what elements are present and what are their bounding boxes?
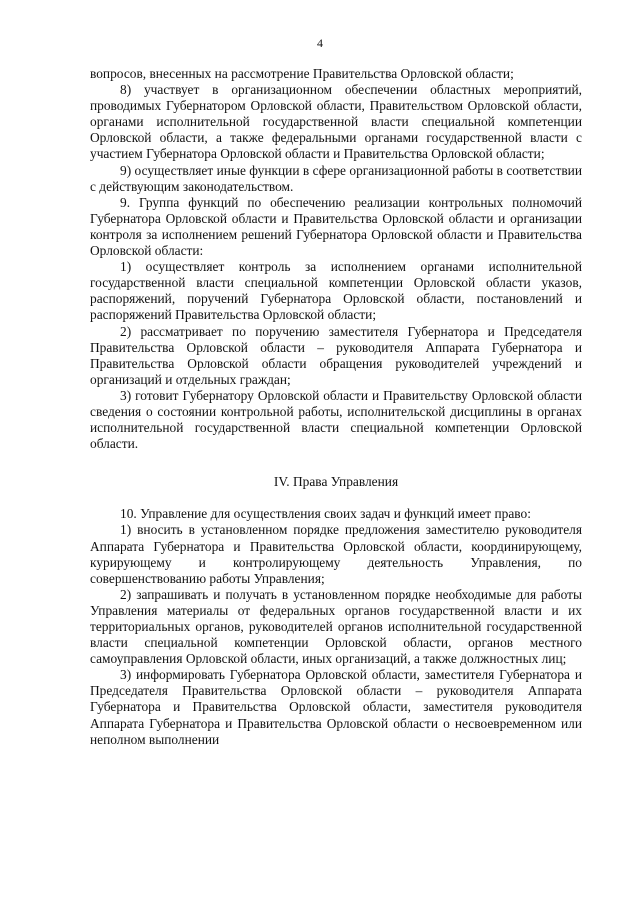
- paragraph-clause-10-item-1: 1) вносить в установленном порядке предложения заместителю руководителя Аппарата Губернатора и Правительства Орловской области, координирующему, курирующему и контролирующему деятельность Управления, по совершенствованию работы Управления;: [90, 522, 582, 586]
- paragraph-clause-10-item-3: 3) информировать Губернатора Орловской области, заместителя Губернатора и Председателя Правительства Орловской области – руководителя Аппарата Губернатора и Правительства Орловской области, заместителя руководителя Аппарата Губернатора и Правительства Орловской области о несвоевременном или неполном выполнении: [90, 667, 582, 747]
- paragraph-clause-9-item-3: 3) готовит Губернатору Орловской области и Правительству Орловской области сведения о состоянии контрольной работы, исполнительской дисциплины в органах исполнительной государственной власти специальной компетенции Орловской области.: [90, 387, 582, 452]
- section-heading: IV. Права Управления: [273, 474, 399, 490]
- document-body: [90, 66, 582, 748]
- paragraph-item-8: 8) участвует в организационном обеспечении областных мероприятий, проводимых Губернатором Орловской области, Правительством Орловской области, органами исполнительной государственной власти специальной компетенции Орловской области, а также федеральными органами государственной власти с участием Губернатора Орловской области и Правительства Орловской области;: [90, 82, 582, 162]
- paragraph-continuation: вопросов, внесенных на рассмотрение Правительства Орловской области;: [90, 66, 514, 81]
- paragraph-item-9-subitem: 9) осуществляет иные функции в сфере организационной работы в соответствии с действующим законодательством.: [90, 162, 582, 194]
- paragraph-clause-9: 9. Группа функций по обеспечению реализации контрольных полномочий Губернатора Орловской области и Правительства Орловской области и организации контроля за исполнением решений Губернатора Орловской области и Правительства Орловской области:: [90, 194, 582, 259]
- page-number: 4: [317, 36, 323, 50]
- paragraph-clause-9-item-1: 1) осуществляет контроль за исполнением органами исполнительной государственной власти специальной компетенции Орловской области указов, распоряжений, поручений Губернатора Орловской области, постановлений и распоряжений Правительства Орловской области;: [90, 259, 582, 323]
- paragraph-clause-10: 10. Управление для осуществления своих задач и функций имеет право:: [120, 506, 531, 522]
- paragraph-clause-10-item-2: 2) запрашивать и получать в установленном порядке необходимые для работы Управления материалы от федеральных органов государственной власти и их территориальных органов, руководителей органов исполнительной государственной власти специальной компетенции Орловской области, органов местного самоуправления Орловской области, иных организаций, а также должностных лиц;: [90, 586, 582, 667]
- paragraph-clause-9-item-2: 2) рассматривает по поручению заместителя Губернатора и Председателя Правительства Орловской области – руководителя Аппарата Губернатора и Правительства Орловской области обращения руководителей учреждений и организаций и отдельных граждан;: [90, 323, 582, 387]
